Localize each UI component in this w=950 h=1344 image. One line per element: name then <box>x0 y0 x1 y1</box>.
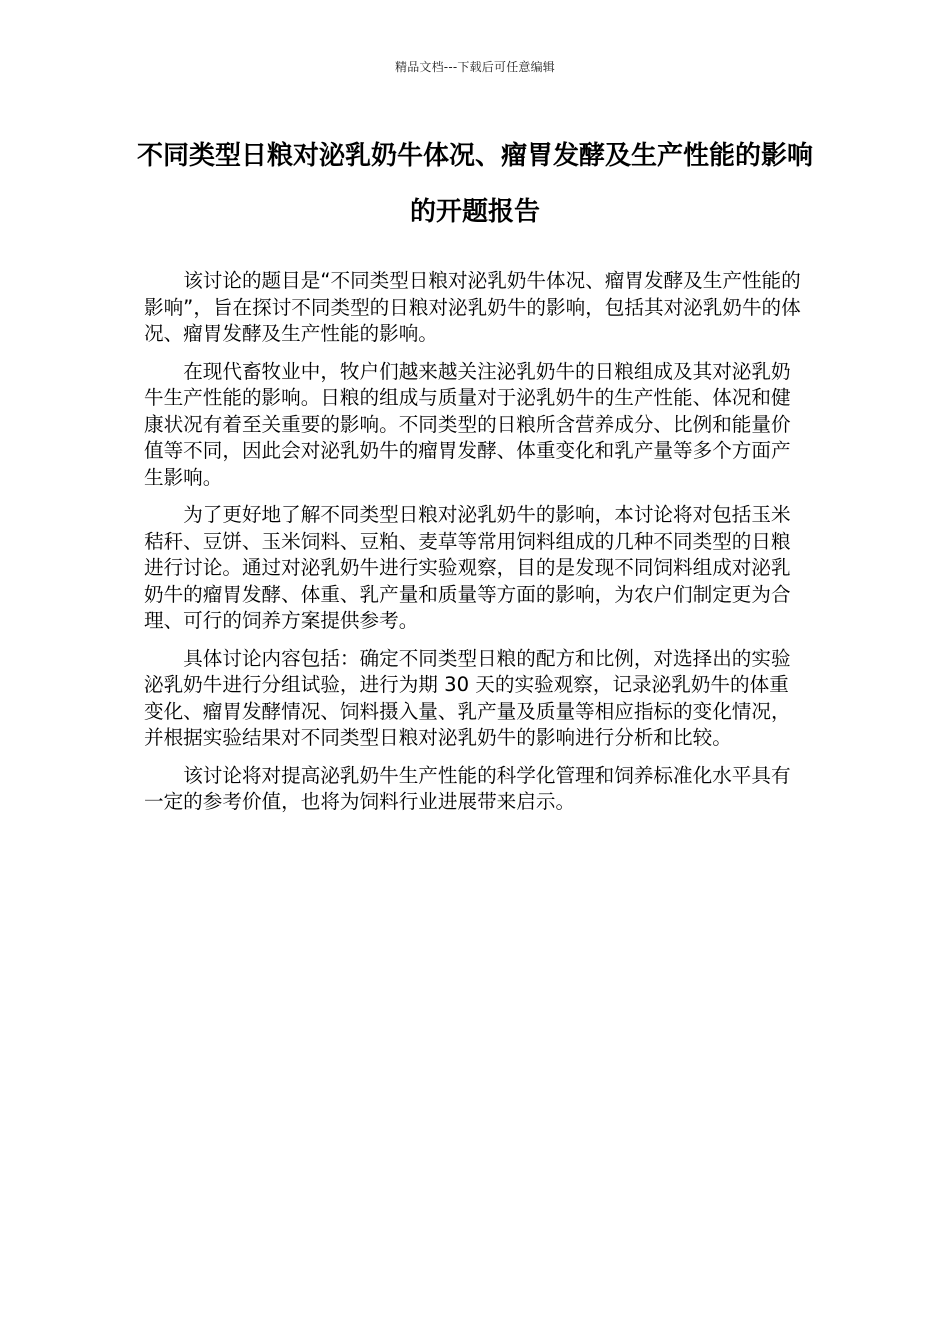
paragraph-1: 该讨论的题目是“不同类型日粮对泌乳奶牛体况、瘤胃发酵及生产性能的影响”，旨在探讨不同类型的日粮对泌乳奶牛的影响，包括其对泌乳奶牛的体况、瘤胃发酵及生产性能的影响。 <box>144 269 801 345</box>
paragraph-5: 该讨论将对提高泌乳奶牛生产性能的科学化管理和饲养标准化水平具有一定的参考价值，也将为饲料行业进展带来启示。 <box>144 763 791 813</box>
paragraph-3: 为了更好地了解不同类型日粮对泌乳奶牛的影响，本讨论将对包括玉米秸秆、豆饼、玉米饲料、豆粕、麦草等常用饲料组成的几种不同类型的日粮进行讨论。通过对泌乳奶牛进行实验观察，目的是发现不同饲料组成对泌乳奶牛的瘤胃发酵、体重、乳产量和质量等方面的影响，为农户们制定更为合理、可行的饲养方案提供参考。 <box>144 503 791 632</box>
paragraph-4: 具体讨论内容包括：确定不同类型日粮的配方和比例，对选择出的实验泌乳奶牛进行分组试验，进行为期 30 天的实验观察，记录泌乳奶牛的体重变化、瘤胃发酵情况、饲料摄入量、乳产量及质量等相应指标的变化情况，并根据实验结果对不同类型日粮对泌乳奶牛的影响进行分析和比较。 <box>144 646 791 749</box>
paragraph-2: 在现代畜牧业中，牧户们越来越关注泌乳奶牛的日粮组成及其对泌乳奶牛生产性能的影响。日粮的组成与质量对于泌乳奶牛的生产性能、体况和健康状况有着至关重要的影响。不同类型的日粮所含营养成分、比例和能量价值等不同，因此会对泌乳奶牛的瘤胃发酵、体重变化和乳产量等多个方面产生影响。 <box>144 359 791 489</box>
document-body <box>144 268 804 827</box>
document-title: 不同类型日粮对泌乳奶牛体况、瘤胃发酵及生产性能的影响的开题报告 <box>136 141 813 227</box>
page-header: 精品文档---下载后可任意编辑 <box>395 60 555 74</box>
